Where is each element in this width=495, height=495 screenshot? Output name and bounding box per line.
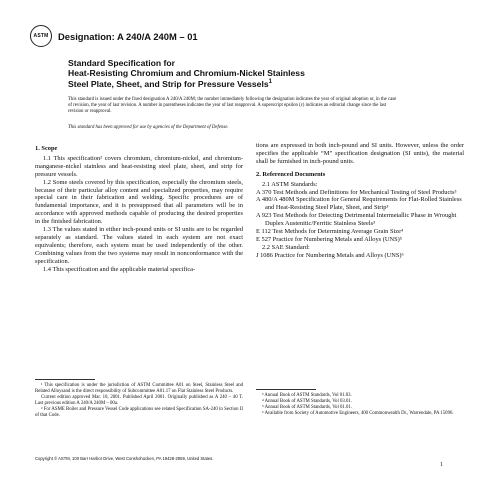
scope-paragraph: 1.2 Some steels covered by this specification, especially the chromium steels, because of their particular alloy content and specialized properties, may require special care in their fabrication and welding. Specific procedures are of fundamental importance, and it is presupposed that all parameters will be in accordance with approved methods capable of producing the desired properties in the finished fabrication. xyxy=(35,178,243,226)
page-number: 1 xyxy=(440,462,443,468)
right-column xyxy=(256,142,464,260)
astm-standards-label: 2.1 ASTM Standards: xyxy=(262,180,318,188)
footnote: ⁵ Annual Book of ASTM Standards, Vol 01.01. xyxy=(262,405,352,411)
scope-paragraph: 1.4 This specification and the applicable material specifica- xyxy=(43,265,196,273)
footnote-rule xyxy=(256,389,316,390)
footnote: ⁴ Annual Book of ASTM Standards, Vol 03.01. xyxy=(262,399,352,405)
footnote: ¹ This specification is under the jurisdiction of ASTM Committee A01 on Steel, Stainless Steel and Related Alloysand is the direct responsibility of Subcommittee A01.17 on Flat Stainless Steel Products. xyxy=(35,383,243,395)
document-title xyxy=(68,58,428,89)
title-line-3: Steel Plate, Sheet, and Strip for Pressure Vessels$^1$ xyxy=(68,78,272,89)
footnotes-left xyxy=(35,383,243,420)
title-line-2: Heat-Resisting Chromium and Chromium-Nickel Stainless xyxy=(68,68,305,79)
scope-paragraph: 1.3 The values stated in either inch-pound units or SI units are to be regarded separately as standard. The values stated in each system are not exact equivalents; therefore, each system must be used independently of the other. Combining values from the two systems may result in nonconformance with the specification. xyxy=(35,226,243,265)
sae-standard-label: 2.2 SAE Standard: xyxy=(262,243,310,251)
reference-item: A 923 Test Methods for Detecting Detrimental Intermetallic Phase in Wrought Duplex Austenitic/Ferritic Stainless Steels³ xyxy=(256,212,457,228)
astm-logo: ASTM xyxy=(30,25,52,47)
left-column xyxy=(35,142,243,274)
document-header xyxy=(30,25,198,47)
footnote: ³ Annual Book of ASTM Standards, Vol 01.03. xyxy=(262,393,352,398)
footnote: ² For ASME Boiler and Pressure Vessel Code applications see related Specification SA-240 in Section II of that Code. xyxy=(35,407,243,419)
reference-item: J 1086 Practice for Numbering Metals and Alloys (UNS)⁶ xyxy=(256,251,404,259)
approval-note: This standard has been approved for use by agencies of the Department of Defense. xyxy=(68,125,229,130)
title-line-1: Standard Specification for xyxy=(68,58,175,68)
reference-item: A 370 Test Methods and Definitions for Mechanical Testing of Steel Products³ xyxy=(256,188,457,196)
footnote: ⁶ Available from Society of Automotive Engineers, 400 Commonwealth Dr., Warrendale, PA 15096. xyxy=(262,411,454,417)
copyright-footer: Copyright © ASTM, 100 Barr Harbor Drive, West Conshohocken, PA 19428-2959, United States. xyxy=(35,456,214,461)
footnote: Current edition approved Mar. 10, 2001. Published April 2001. Originally published as A 240 – 40 T. Last previous edition A 240/A 240M – 00a. xyxy=(35,395,243,407)
reference-item: E 112 Test Methods for Determining Average Grain Size⁴ xyxy=(256,228,404,236)
scope-paragraph-continued: tions are expressed in both inch-pound and SI units. However, unless the order specifies the applicable “M” specification designation (SI units), the material shall be furnished in inch-pound units. xyxy=(256,142,464,165)
footnotes-right xyxy=(256,393,464,417)
section-heading-scope: 1. Scope xyxy=(35,145,58,152)
issuance-notice: This standard is issued under the fixed designation A 240/A 240M; the number immediately following the designation indicates the year of original adoption or, in the case of revision, the year of last revision. A number in parentheses indicates the year of last reapproval. A superscript epsilon (ε) indicates an editorial change since the last revision or reapproval. xyxy=(68,97,397,115)
section-heading-references: 2. Referenced Documents xyxy=(256,170,326,178)
scope-paragraph: 1.1 This specification² covers chromium, chromium-nickel, and chromium-manganese-nickel stainless and heat-resisting steel plate, sheet, and strip for pressure vessels. xyxy=(35,154,243,178)
reference-item: A 480/A 480M Specification for General Requirements for Flat-Rolled Stainless and Heat-Resisting Steel Plate, Sheet, and Strip³ xyxy=(256,196,462,212)
reference-item: E 527 Practice for Numbering Metals and Alloys (UNS)⁵ xyxy=(256,235,402,243)
designation: Designation: A 240/A 240M – 01 xyxy=(58,30,198,42)
footnote-rule xyxy=(35,379,95,380)
title-footnote-mark: 1 xyxy=(268,78,272,85)
